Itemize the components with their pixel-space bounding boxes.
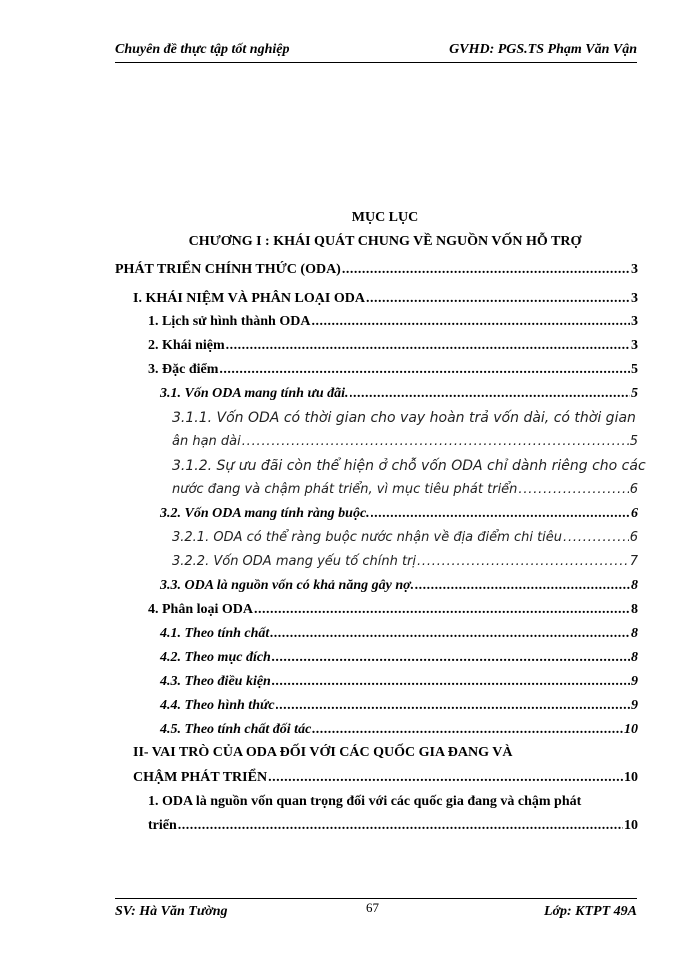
- header-rule: [115, 62, 637, 63]
- page-title: MỤC LỤC: [351, 210, 419, 225]
- page-number: 67: [366, 900, 379, 915]
- header-left: Chuyên đề thực tập tốt nghiệp: [115, 42, 290, 57]
- toc-entry-line[interactable]: 1. ODA là nguồn vốn quan trọng đối với các quốc gia đang và chậm phát: [148, 794, 582, 809]
- footer-right: Lớp: KTPT 49A: [543, 904, 637, 919]
- toc-entry[interactable]: 2. Khái niệm ..... 3: [148, 337, 638, 355]
- toc-entry[interactable]: CHẬM PHÁT TRIỂN ..... 10: [133, 769, 638, 787]
- toc-entry[interactable]: 4.1. Theo tính chất ..... 8: [160, 625, 638, 643]
- toc-entry[interactable]: 3.3. ODA là nguồn vốn có khả năng gây nợ. ..... 8: [160, 577, 638, 595]
- toc-entry-line[interactable]: 3.1.2. Sự ưu đãi còn thể hiện ở chỗ vốn ODA chỉ dành riêng cho các: [172, 458, 646, 474]
- toc-entry-line[interactable]: 3.1.1. Vốn ODA có thời gian cho vay hoàn trả vốn dài, có thời gian: [172, 410, 636, 426]
- toc-entry[interactable]: 3.2.2. Vốn ODA mang yếu tố chính trị ..... 7: [172, 553, 638, 571]
- toc-entry[interactable]: 4. Phân loại ODA ..... 8: [148, 601, 638, 619]
- footer-rule: [115, 898, 637, 899]
- toc-entry[interactable]: PHÁT TRIỂN CHÍNH THỨC (ODA) ..... 3: [115, 261, 638, 279]
- toc-entry[interactable]: triển ..... 10: [148, 817, 638, 835]
- toc-entry[interactable]: 3.2. Vốn ODA mang tính ràng buộc. ..... 6: [160, 505, 638, 523]
- footer-left: SV: Hà Văn Tường: [115, 904, 228, 919]
- toc-entry[interactable]: 1. Lịch sử hình thành ODA ..... 3: [148, 313, 638, 331]
- toc-entry[interactable]: nước đang và chậm phát triển, vì mục tiêu phát triển ..... 6: [172, 481, 638, 499]
- toc-entry[interactable]: ân hạn dài ..... 5: [172, 433, 638, 451]
- header-right: GVHD: PGS.TS Phạm Văn Vận: [449, 42, 637, 57]
- toc-entry[interactable]: 3.2.1. ODA có thể ràng buộc nước nhận về địa điểm chi tiêu ..... 6: [172, 529, 638, 547]
- toc-entry[interactable]: 3.1. Vốn ODA mang tính ưu đãi. ..... 5: [160, 385, 638, 403]
- toc-entry[interactable]: I. KHÁI NIỆM VÀ PHÂN LOẠI ODA ..... 3: [133, 290, 638, 308]
- toc-entry[interactable]: 4.5. Theo tính chất đối tác ..... 10: [160, 721, 638, 739]
- toc-entry-line[interactable]: II- VAI TRÒ CỦA ODA ĐỐI VỚI CÁC QUỐC GIA ĐANG VÀ: [133, 745, 513, 760]
- toc-entry[interactable]: 4.2. Theo mục đích ..... 8: [160, 649, 638, 667]
- toc-entry[interactable]: 4.3. Theo điều kiện ..... 9: [160, 673, 638, 691]
- toc-entry[interactable]: 3. Đặc điểm ..... 5: [148, 361, 638, 379]
- toc-entry[interactable]: 4.4. Theo hình thức ..... 9: [160, 697, 638, 715]
- chapter-heading: CHƯƠNG I : KHÁI QUÁT CHUNG VỀ NGUỒN VỐN HỖ TRỢ: [188, 234, 582, 249]
